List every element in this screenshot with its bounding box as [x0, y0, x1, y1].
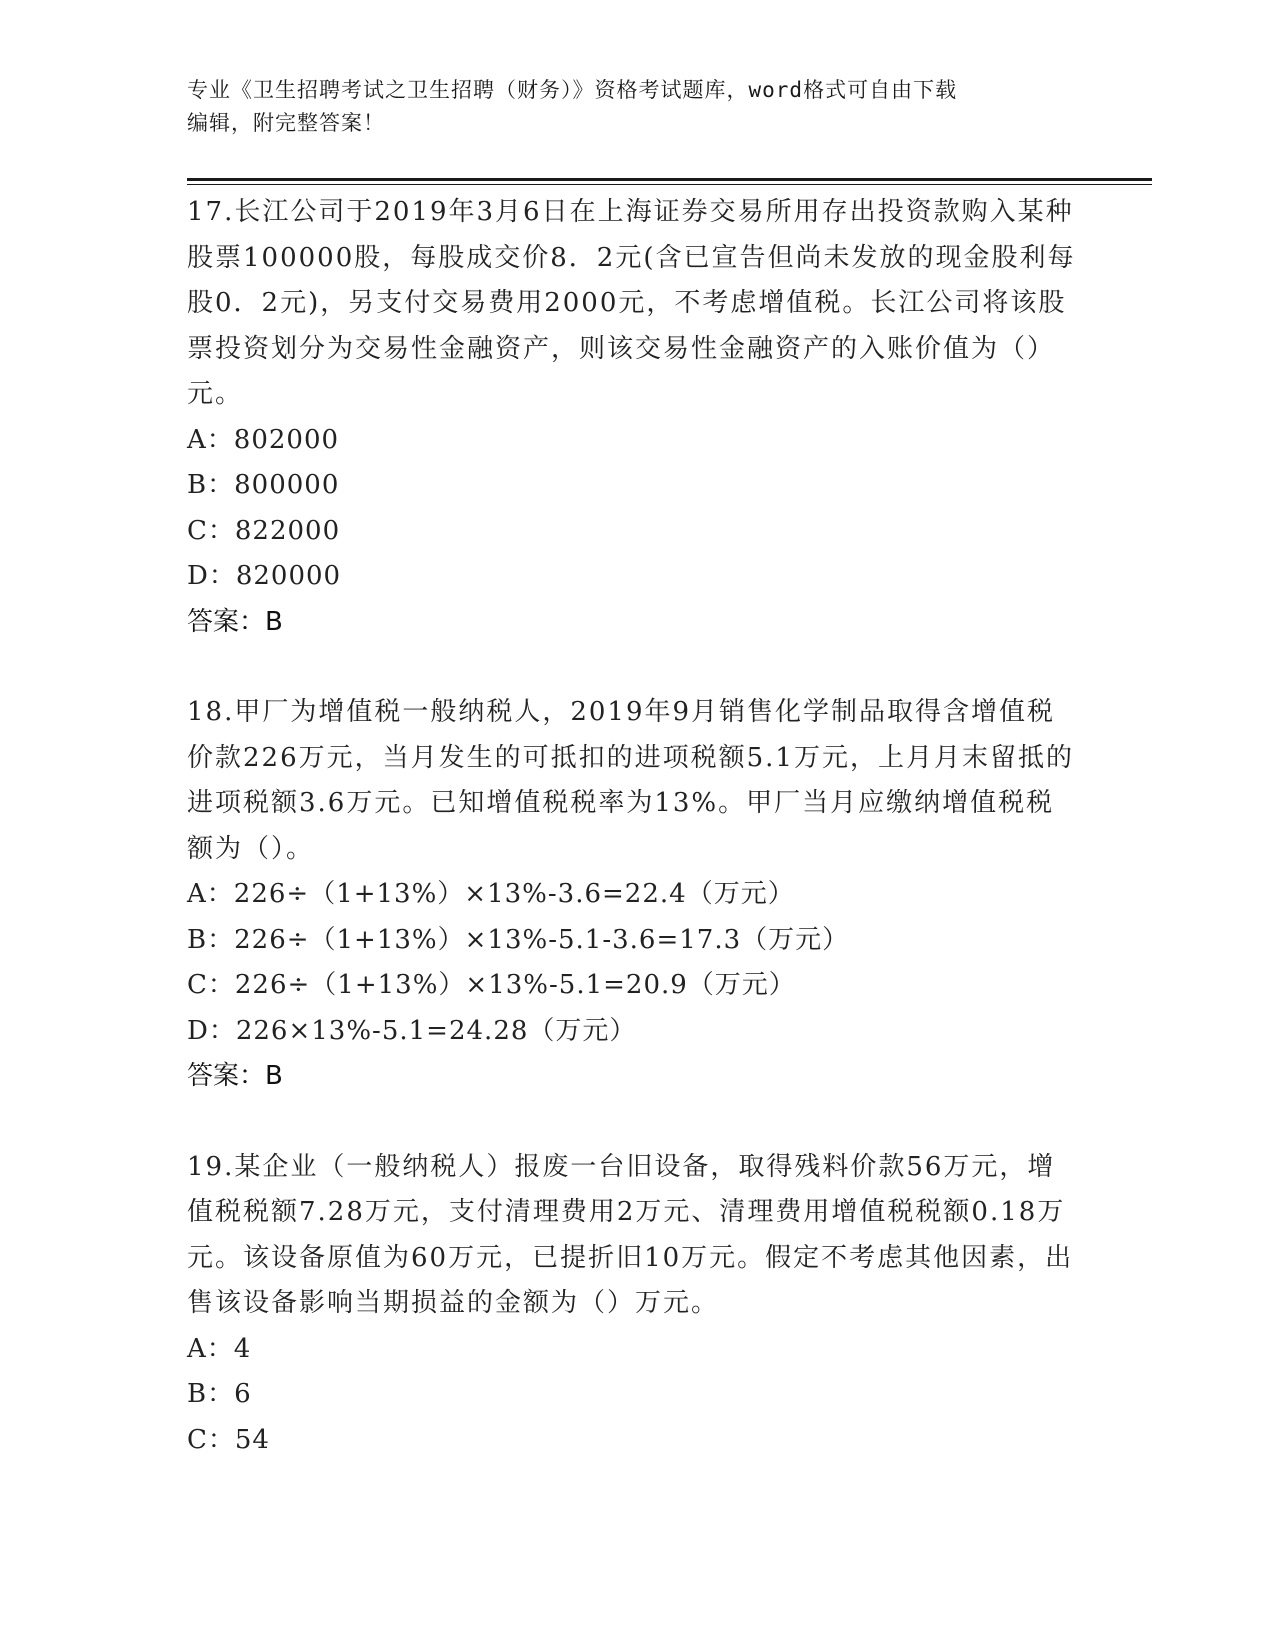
- question-list: [187, 190, 1087, 1463]
- spacer: [187, 645, 1087, 690]
- header-divider-thin: [187, 184, 1152, 185]
- question-17: [187, 190, 1087, 645]
- option-d: D：226×13%-5.1=24.28（万元）: [187, 1015, 637, 1046]
- option-a: A：226÷（1+13%）×13%-3.6=22.4（万元）: [187, 879, 795, 909]
- question-text: 19.某企业（一般纳税人）报废一台旧设备，取得残料价款56万元，增值税税额7.28万元，支付清理费用2万元、清理费用增值税税额0.18万元。该设备原值为60万元，已提折旧10万元。假定不考虑其他因素，出售该设备影响当期损益的金额为（）万元。: [187, 1151, 1074, 1318]
- option-c: C：226÷（1+13%）×13%-5.1=20.9（万元）: [187, 970, 796, 1000]
- option-b: B：6: [187, 1379, 252, 1409]
- header-line-1: 专业《卫生招聘考试之卫生招聘（财务）》资格考试题库，word格式可自由下载: [187, 78, 958, 102]
- question-text: 17.长江公司于2019年3月6日在上海证券交易所用存出投资款购入某种股票100000股，每股成交价8．2元(含已宣告但尚未发放的现金股利每股0．2元)，另支付交易费用2000元，不考虑增值税。长江公司将该股票投资划分为交易性金融资产，则该交易性金融资产的入账价值为（）元。: [187, 197, 1076, 409]
- option-b: B：800000: [187, 470, 340, 500]
- spacer: [187, 1100, 1087, 1145]
- option-a: A：4: [187, 1333, 252, 1364]
- question-19: [187, 1145, 1087, 1464]
- question-text: 18.甲厂为增值税一般纳税人，2019年9月销售化学制品取得含增值税价款226万元，当月发生的可抵扣的进项税额5.1万元，上月月末留抵的进项税额3.6万元。已知增值税税率为13%。甲厂当月应缴纳增值税税额为（）。: [187, 697, 1074, 864]
- header-line-2: 编辑，附完整答案！: [187, 111, 385, 135]
- header-divider-thick: [187, 178, 1152, 181]
- question-18: [187, 690, 1087, 1100]
- answer-label: 答案：B: [187, 606, 283, 637]
- option-a: A：802000: [187, 424, 340, 455]
- option-d: D：820000: [187, 561, 342, 591]
- option-b: B：226÷（1+13%）×13%-5.1-3.6=17.3（万元）: [187, 924, 850, 955]
- document-header: [187, 74, 1067, 140]
- answer-label: 答案：B: [187, 1061, 283, 1091]
- option-c: C：54: [187, 1424, 270, 1455]
- option-c: C：822000: [187, 515, 341, 546]
